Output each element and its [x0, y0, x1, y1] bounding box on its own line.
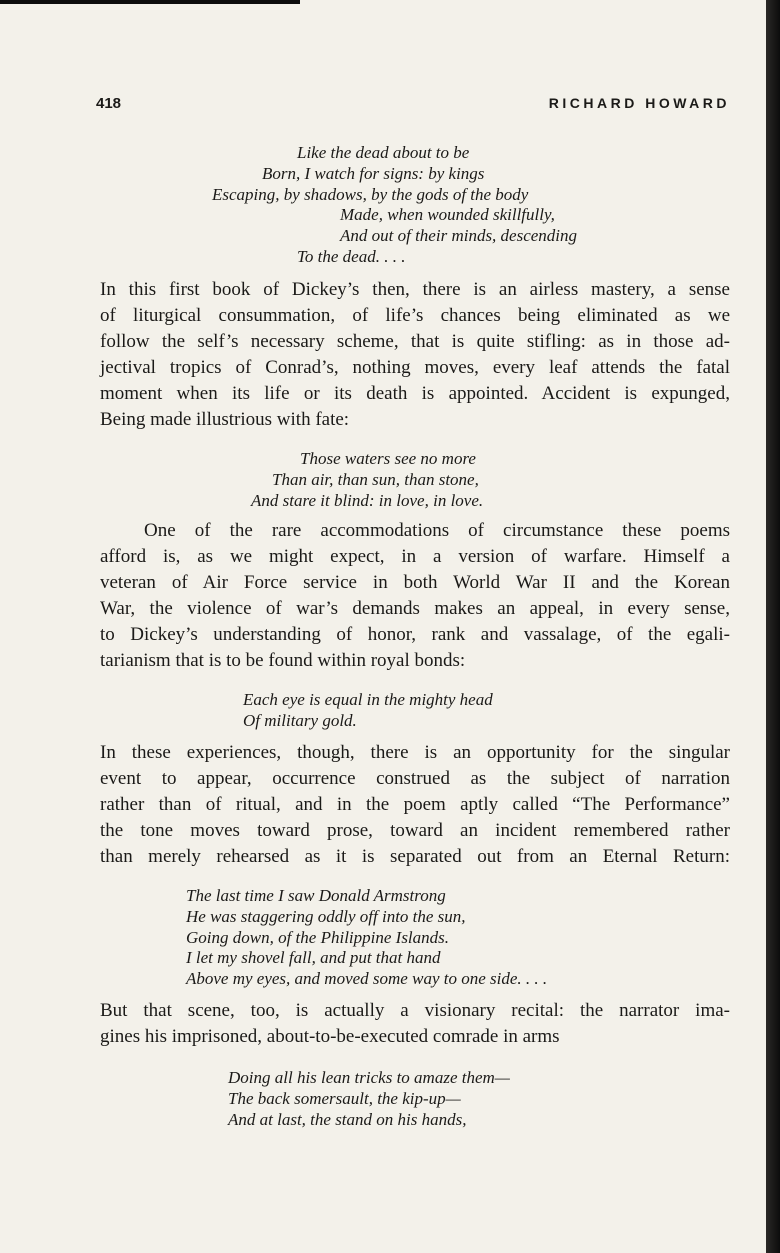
paragraph-4 [100, 998, 730, 1050]
running-head-author: RICHARD HOWARD [548, 95, 730, 111]
paragraph-3 [100, 740, 730, 870]
verse-line: And stare it blind: in love, in love. [251, 490, 484, 510]
scan-edge-top [0, 0, 300, 4]
text-line: afford is, as we might expect, in a version of warfare. Himself a [100, 546, 730, 568]
verse-line: Going down, of the Philippine Islands. [186, 927, 450, 947]
verse-line: Of military gold. [243, 710, 357, 730]
verse-line: And out of their minds, descending [340, 226, 578, 246]
text-line: War, the violence of war’s demands makes an appeal, in every sense, [100, 598, 730, 620]
verse-line: Made, when wounded skillfully, [340, 205, 555, 225]
verse-line: To the dead. . . . [297, 247, 406, 266]
verse-line: Like the dead about to be [297, 143, 470, 162]
scan-edge-right [766, 0, 780, 1253]
running-head [96, 95, 730, 117]
verse-line: Each eye is equal in the mighty head [243, 690, 493, 709]
verse-line: I let my shovel fall, and put that hand [186, 948, 441, 968]
verse-quote-2 [0, 449, 766, 512]
text-line: One of the rare accommodations of circumstance these poems [144, 520, 730, 541]
text-line: Being made illustrious with fate: [100, 409, 350, 431]
verse-line: Those waters see no more [300, 449, 476, 468]
text-line: of liturgical consummation, of life’s chances being eliminated as we [100, 305, 730, 327]
verse-line: He was staggering oddly off into the sun, [186, 906, 466, 926]
paragraph-2 [100, 518, 730, 675]
verse-line: And at last, the stand on his hands, [228, 1109, 467, 1129]
text-line: In these experiences, though, there is an opportunity for the singular [100, 742, 730, 763]
text-line: But that scene, too, is actually a visionary recital: the narrator ima- [100, 1000, 730, 1021]
verse-line: The back somersault, the kip-up— [228, 1088, 461, 1108]
paragraph-1 [100, 277, 730, 434]
verse-line: The last time I saw Donald Armstrong [186, 886, 446, 905]
text-line: tarianism that is to be found within royal bonds: [100, 650, 466, 672]
text-line: than merely rehearsed as it is separated out from an Eternal Return: [100, 846, 730, 868]
verse-line: Doing all his lean tricks to amaze them— [228, 1068, 510, 1087]
text-line: jectival tropics of Conrad’s, nothing moves, every leaf attends the fatal [100, 357, 730, 379]
text-line: follow the self’s necessary scheme, that is quite stifling: as in those ad- [100, 331, 730, 353]
text-line: In this first book of Dickey’s then, there is an airless mastery, a sense [100, 279, 730, 300]
verse-line: Escaping, by shadows, by the gods of the body [212, 184, 529, 204]
verse-quote-3 [0, 690, 766, 732]
text-line: moment when its life or its death is appointed. Accident is expunged, [100, 383, 730, 405]
verse-line: Above my eyes, and moved some way to one side. . . . [186, 969, 548, 989]
text-line: rather than of ritual, and in the poem aptly called “The Performance” [100, 794, 730, 816]
text-line: gines his imprisoned, about-to-be-executed comrade in arms [100, 1026, 560, 1048]
verse-quote-5 [0, 1068, 766, 1131]
verse-line: Born, I watch for signs: by kings [262, 163, 485, 183]
page-number: 418 [96, 95, 122, 112]
text-line: to Dickey’s understanding of honor, rank and vassalage, of the egali- [100, 624, 730, 646]
text-line: the tone moves toward prose, toward an incident remembered rather [100, 820, 730, 842]
verse-line: Than air, than sun, than stone, [272, 469, 479, 489]
verse-quote-1 [0, 143, 766, 269]
verse-quote-4 [0, 886, 766, 991]
text-line: veteran of Air Force service in both World War II and the Korean [100, 572, 730, 594]
text-line: event to appear, occurrence construed as the subject of narration [100, 768, 730, 790]
